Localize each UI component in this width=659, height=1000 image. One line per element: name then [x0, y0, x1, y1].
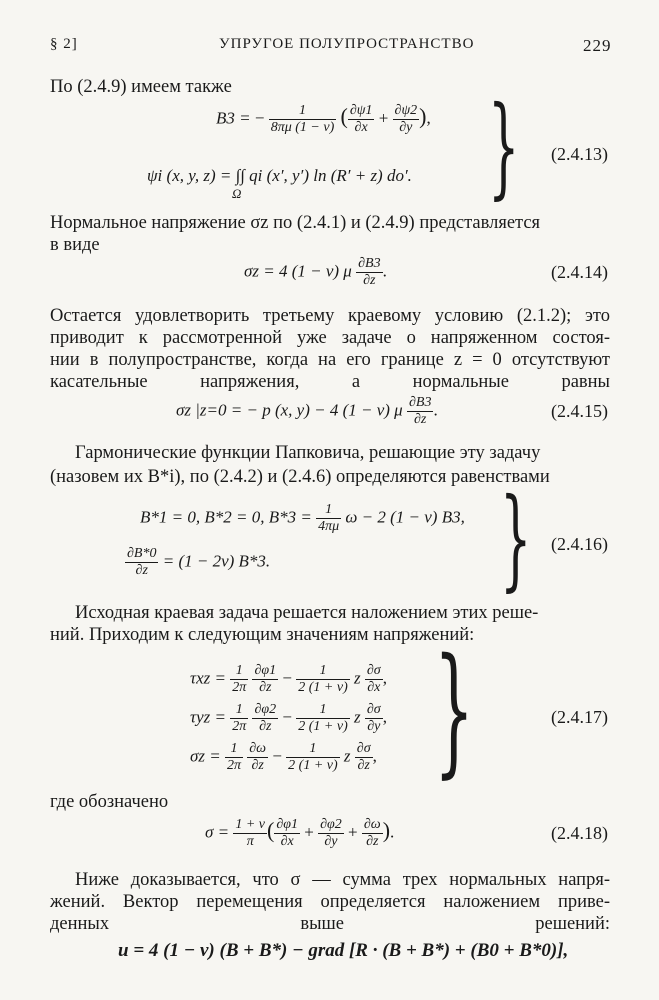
equation-number-2-4-17: (2.4.17)	[551, 707, 608, 727]
eq18-coef-fraction: $\frac{1 + \nu}{\pi}$	[235, 817, 266, 849]
eq17-frac-c: $\frac{1}{2 (1 + \nu)}$	[298, 663, 348, 695]
eq17-frac-a: $\frac{1}{2\pi}$	[226, 741, 241, 773]
paragraph-papkovich-line1: Гармонические функции Папковича, решающие эту задачу	[75, 443, 541, 463]
p3-line3: нии в полупространстве, когда на его границе z = 0 отсутствуют	[50, 350, 610, 370]
eq16-brace: }	[500, 474, 532, 602]
eq17-frac-a: $\frac{1}{2\pi}$	[232, 663, 247, 695]
eq17-frac-d: $\frac{\partial\sigma}{\partial y}$	[366, 702, 381, 734]
eq14-fraction: $\frac{\partial B3}{\partial z}$	[358, 256, 381, 288]
page-number: 229	[583, 36, 612, 55]
p3-line4: касательные напряжения, а нормальные равны	[50, 372, 610, 392]
eq17-brace: }	[434, 629, 475, 792]
p7-line1: Ниже доказывается, что σ — сумма трех нормальных напря-	[75, 870, 610, 890]
paragraph-normal-stress-line2: в виде	[50, 235, 100, 255]
eq13-domain-omega: Ω	[232, 186, 242, 201]
paragraph-where-defined: где обозначено	[50, 792, 169, 812]
eq18-t2-fraction: $\frac{\partial\varphi 2}{\partial y}$	[320, 817, 342, 849]
eq17-row: τxz = $\frac{1}{2\pi}$ $\frac{\partial\varphi 1}{\partial z}$ − $\frac{1}{2 (1 + \nu)}$ z $\frac{\partial\sigma}{\partial x}$ ,	[190, 663, 387, 695]
eq17-frac-b: $\frac{\partial\omega}{\partial z}$	[249, 741, 267, 773]
eq17-row: σz = $\frac{1}{2\pi}$ $\frac{\partial\omega}{\partial z}$ − $\frac{1}{2 (1 + \nu)}$ z $\frac{\partial\sigma}{\partial z}$ ,	[190, 741, 377, 773]
eq18-t3-fraction: $\frac{\partial\omega}{\partial z}$	[363, 817, 381, 849]
eq17-frac-d: $\frac{\partial\sigma}{\partial z}$	[356, 741, 371, 773]
paragraph-superposition-line1: Исходная краевая задача решается наложением этих реше-	[75, 603, 539, 623]
eq17-frac-c: $\frac{1}{2 (1 + \nu)}$	[298, 702, 348, 734]
eq13-coefficient-fraction: $\frac{1}{8\pi\mu (1 - \nu)}$	[270, 103, 335, 135]
p7-line2: жений. Вектор перемещения определяется наложением приве-	[50, 892, 610, 912]
eq17-frac-c: $\frac{1}{2 (1 + \nu)}$	[288, 741, 338, 773]
paragraph-intro: По (2.4.9) имеем также	[50, 77, 232, 97]
eq13-dpsi1-fraction: $\frac{\partial\psi 1}{\partial x}$	[349, 103, 373, 135]
equation-2-4-18: σ = $\frac{1 + \nu}{\pi}$ ( $\frac{\partial\varphi 1}{\partial x}$ + $\frac{\partial\varphi 2}{\partial y}$ + $\frac{\partial\omega}{\partial z}$ ).	[205, 817, 395, 849]
section-marker: § 2]	[50, 36, 78, 52]
eq17-frac-a: $\frac{1}{2\pi}$	[232, 702, 247, 734]
paragraph-superposition-line2: ний. Приходим к следующим значениям напряжений:	[50, 625, 475, 645]
equation-number-2-4-18: (2.4.18)	[551, 823, 608, 843]
paragraph-papkovich-line2: (назовем их B*i), по (2.4.2) и (2.4.6) определяются равенствами	[50, 467, 550, 487]
eq13-brace: }	[488, 82, 520, 210]
equation-number-2-4-15: (2.4.15)	[551, 401, 608, 421]
equation-number-2-4-16: (2.4.16)	[551, 534, 608, 554]
equation-2-4-13-line2: ψi (x, y, z) = ∫∫ qi (x′, y′) ln (R′ + z) do′.	[147, 166, 412, 185]
equation-2-4-15: σz |z=0 = − p (x, y) − 4 (1 − ν) μ $\frac{\partial B3}{\partial z}$ .	[176, 395, 438, 427]
equation-2-4-14: σz = 4 (1 − ν) μ $\frac{\partial B3}{\partial z}$ .	[244, 256, 387, 288]
eq17-frac-b: $\frac{\partial\varphi 1}{\partial z}$	[254, 663, 277, 695]
paragraph-boundary-condition	[50, 305, 610, 393]
running-title: УПРУГОЕ ПОЛУПРОСТРАНСТВО	[219, 36, 475, 52]
p3-line1: Остается удовлетворить третьему краевому условию (2.1.2); это	[50, 306, 610, 326]
eq17-frac-d: $\frac{\partial\sigma}{\partial x}$	[366, 663, 381, 695]
p3-line2: приводит к рассмотренной уже задаче о напряженном состоя-	[50, 328, 610, 348]
eq18-t1-fraction: $\frac{\partial\varphi 1}{\partial x}$	[276, 817, 299, 849]
equation-2-4-16-line2: $\frac{\partial B*0}{\partial z}$ = (1 − 2ν) B*3.	[127, 546, 271, 578]
eq15-fraction: $\frac{\partial B3}{\partial z}$	[408, 395, 432, 427]
equation-number-2-4-14: (2.4.14)	[551, 262, 608, 282]
equation-2-4-13-line1: B3 = − $\frac{1}{8\pi\mu (1 - \nu)}$ ( $\frac{\partial\psi 1}{\partial x}$ + $\frac{\partial\psi 2}{\partial y}$ ),	[216, 103, 431, 135]
eq17-row: τyz = $\frac{1}{2\pi}$ $\frac{\partial\varphi 2}{\partial z}$ − $\frac{1}{2 (1 + \nu)}$ z $\frac{\partial\sigma}{\partial y}$ ,	[190, 702, 387, 734]
p7-line3: денных выше решений:	[50, 914, 610, 934]
eq13-dpsi2-fraction: $\frac{\partial\psi 2}{\partial y}$	[394, 103, 418, 135]
eq16-fraction-1: $\frac{1}{4\pi\mu}$	[318, 502, 340, 534]
equation-number-2-4-13: (2.4.13)	[551, 144, 608, 164]
paragraph-displacement	[50, 869, 610, 935]
equation-displacement: u = 4 (1 − ν) (B + B*) − grad [R · (B + B*) + (B0 + B*0)],	[118, 940, 569, 961]
eq16-fraction-2: $\frac{\partial B*0}{\partial z}$	[127, 546, 157, 578]
eq17-frac-b: $\frac{\partial\varphi 2}{\partial z}$	[254, 702, 277, 734]
paragraph-normal-stress-line1: Нормальное напряжение σz по (2.4.1) и (2.4.9) представляется	[50, 213, 541, 233]
equation-2-4-16-line1: B*1 = 0, B*2 = 0, B*3 = $\frac{1}{4\pi\mu}$ ω − 2 (1 − ν) B3,	[140, 502, 465, 534]
eq13-lhs: B3 =	[216, 108, 251, 128]
